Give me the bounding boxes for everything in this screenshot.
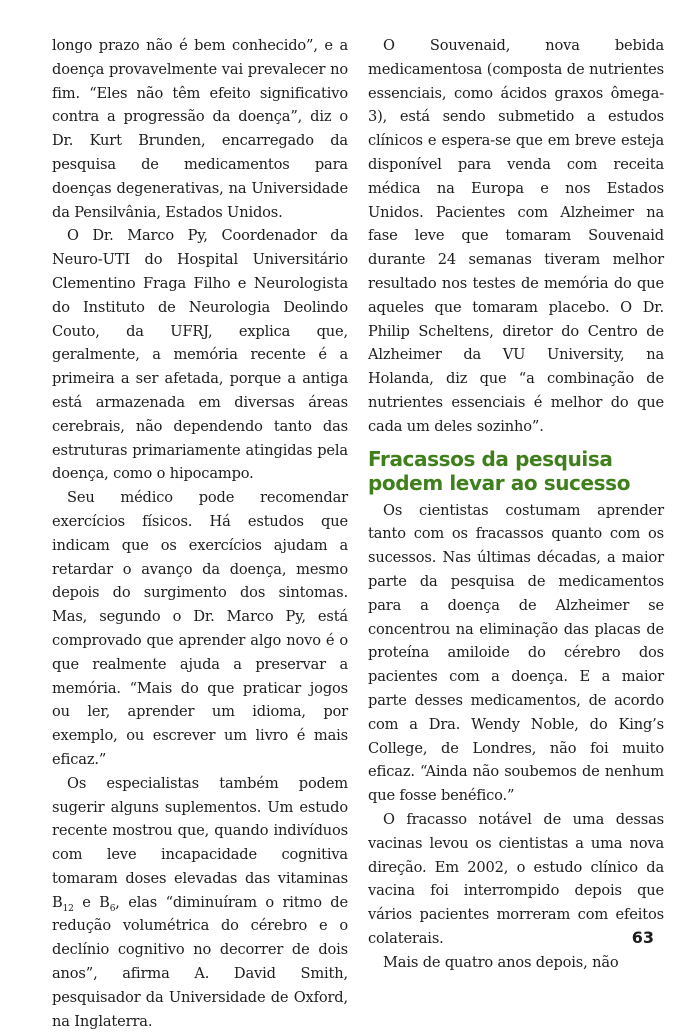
- paragraph: O Souvenaid, nova bebida medicamentosa (composta de nutrientes essenciais, como ácidos graxos ômega-3), está sendo submetido a estudos clínicos e espera-se que em breve esteja disponível para venda com receita médica na Europa e nos Estados Unidos. Pacientes com Alzheimer na fase leve que tomaram Souvenaid durante 24 semanas tiveram melhor resultado nos testes de memória do que aqueles que tomaram placebo. O Dr. Philip Scheltens, diretor do Centro de Alzheimer da VU University, na Holanda, diz que “a combinação de nutrientes essenciais é melhor do que cada um deles sozinho”.: [368, 37, 664, 435]
- left-column: [52, 34, 348, 1033]
- paragraph: O fracasso notável de uma dessas vacinas levou os cientistas a uma nova direção. Em 2002, o estudo clínico da vacina foi interrompido depois que vários pacientes morreram com efeitos colaterais.: [368, 810, 664, 947]
- section-heading: Fracassos da pesquisa podem levar ao sucesso: [368, 446, 631, 495]
- text-span: e B: [73, 893, 110, 911]
- paragraph: Mais de quatro anos depois, não: [383, 953, 619, 971]
- paragraph: Os cientistas costumam aprender tanto com os fracassos quanto com os sucessos. Nas últimas décadas, a maior parte da pesquisa de medicamentos para a doença de Alzheimer se concentrou na eliminação das placas de proteína amiloide do cérebro dos pacientes com a doença. E a maior parte desses medicamentos, de acordo com a Dra. Wendy Noble, do King’s College, de Londres, não foi muito eficaz. “Ainda não soubemos de nenhum que fosse benéfico.”: [368, 501, 664, 805]
- page-number: 63: [631, 928, 654, 947]
- paragraph: longo prazo não é bem conhecido”, e a doença provavelmente vai prevalecer no fim. “Eles não têm efeito significativo contra a progressão da doença”, diz o Dr. Kurt Brunden, encarregado da pesquisa de medicamentos para doenças degenerativas, na Universidade da Pensilvânia, Estados Unidos.: [52, 37, 348, 221]
- subscript: 6: [109, 903, 116, 914]
- paragraph: O Dr. Marco Py, Coordenador da Neuro-UTI do Hospital Universitário Clementino Fraga Filho e Neurologista do Instituto de Neurologia Deolindo Couto, da UFRJ, explica que, geralmente, a memória recente é a primeira a ser afetada, porque a antiga está armazenada em diversas áreas cerebrais, não dependendo tanto das estruturas primariamente atingidas pela doença, como o hipocampo.: [52, 227, 348, 483]
- paragraph: Seu médico pode recomendar exercícios físicos. Há estudos que indicam que os exercícios ajudam a retardar o avanço da doença, mesmo depois do surgimento dos sintomas. Mas, segundo o Dr. Marco Py, está comprovado que aprender algo novo é o que realmente ajuda a preservar a memória. “Mais do que praticar jogos ou ler, aprender um idioma, por exemplo, ou escrever um livro é mais eficaz.”: [52, 489, 348, 768]
- text-span: , elas “diminuíram o ritmo de redução volumétrica do cérebro e o declínio cognitivo no decorrer de dois anos”, afirma A. David Smith, pesquisador da Universidade de Oxford, na Inglaterra.: [52, 893, 348, 1030]
- right-column: [368, 34, 664, 974]
- subscript: 12: [62, 903, 74, 914]
- paragraph: [52, 772, 348, 1033]
- text-span: Os especialistas também podem sugerir alguns suplementos. Um estudo recente mostrou que, quando indivíduos com leve incapacidade cognitiva tomaram doses elevadas das vitaminas B: [52, 774, 348, 911]
